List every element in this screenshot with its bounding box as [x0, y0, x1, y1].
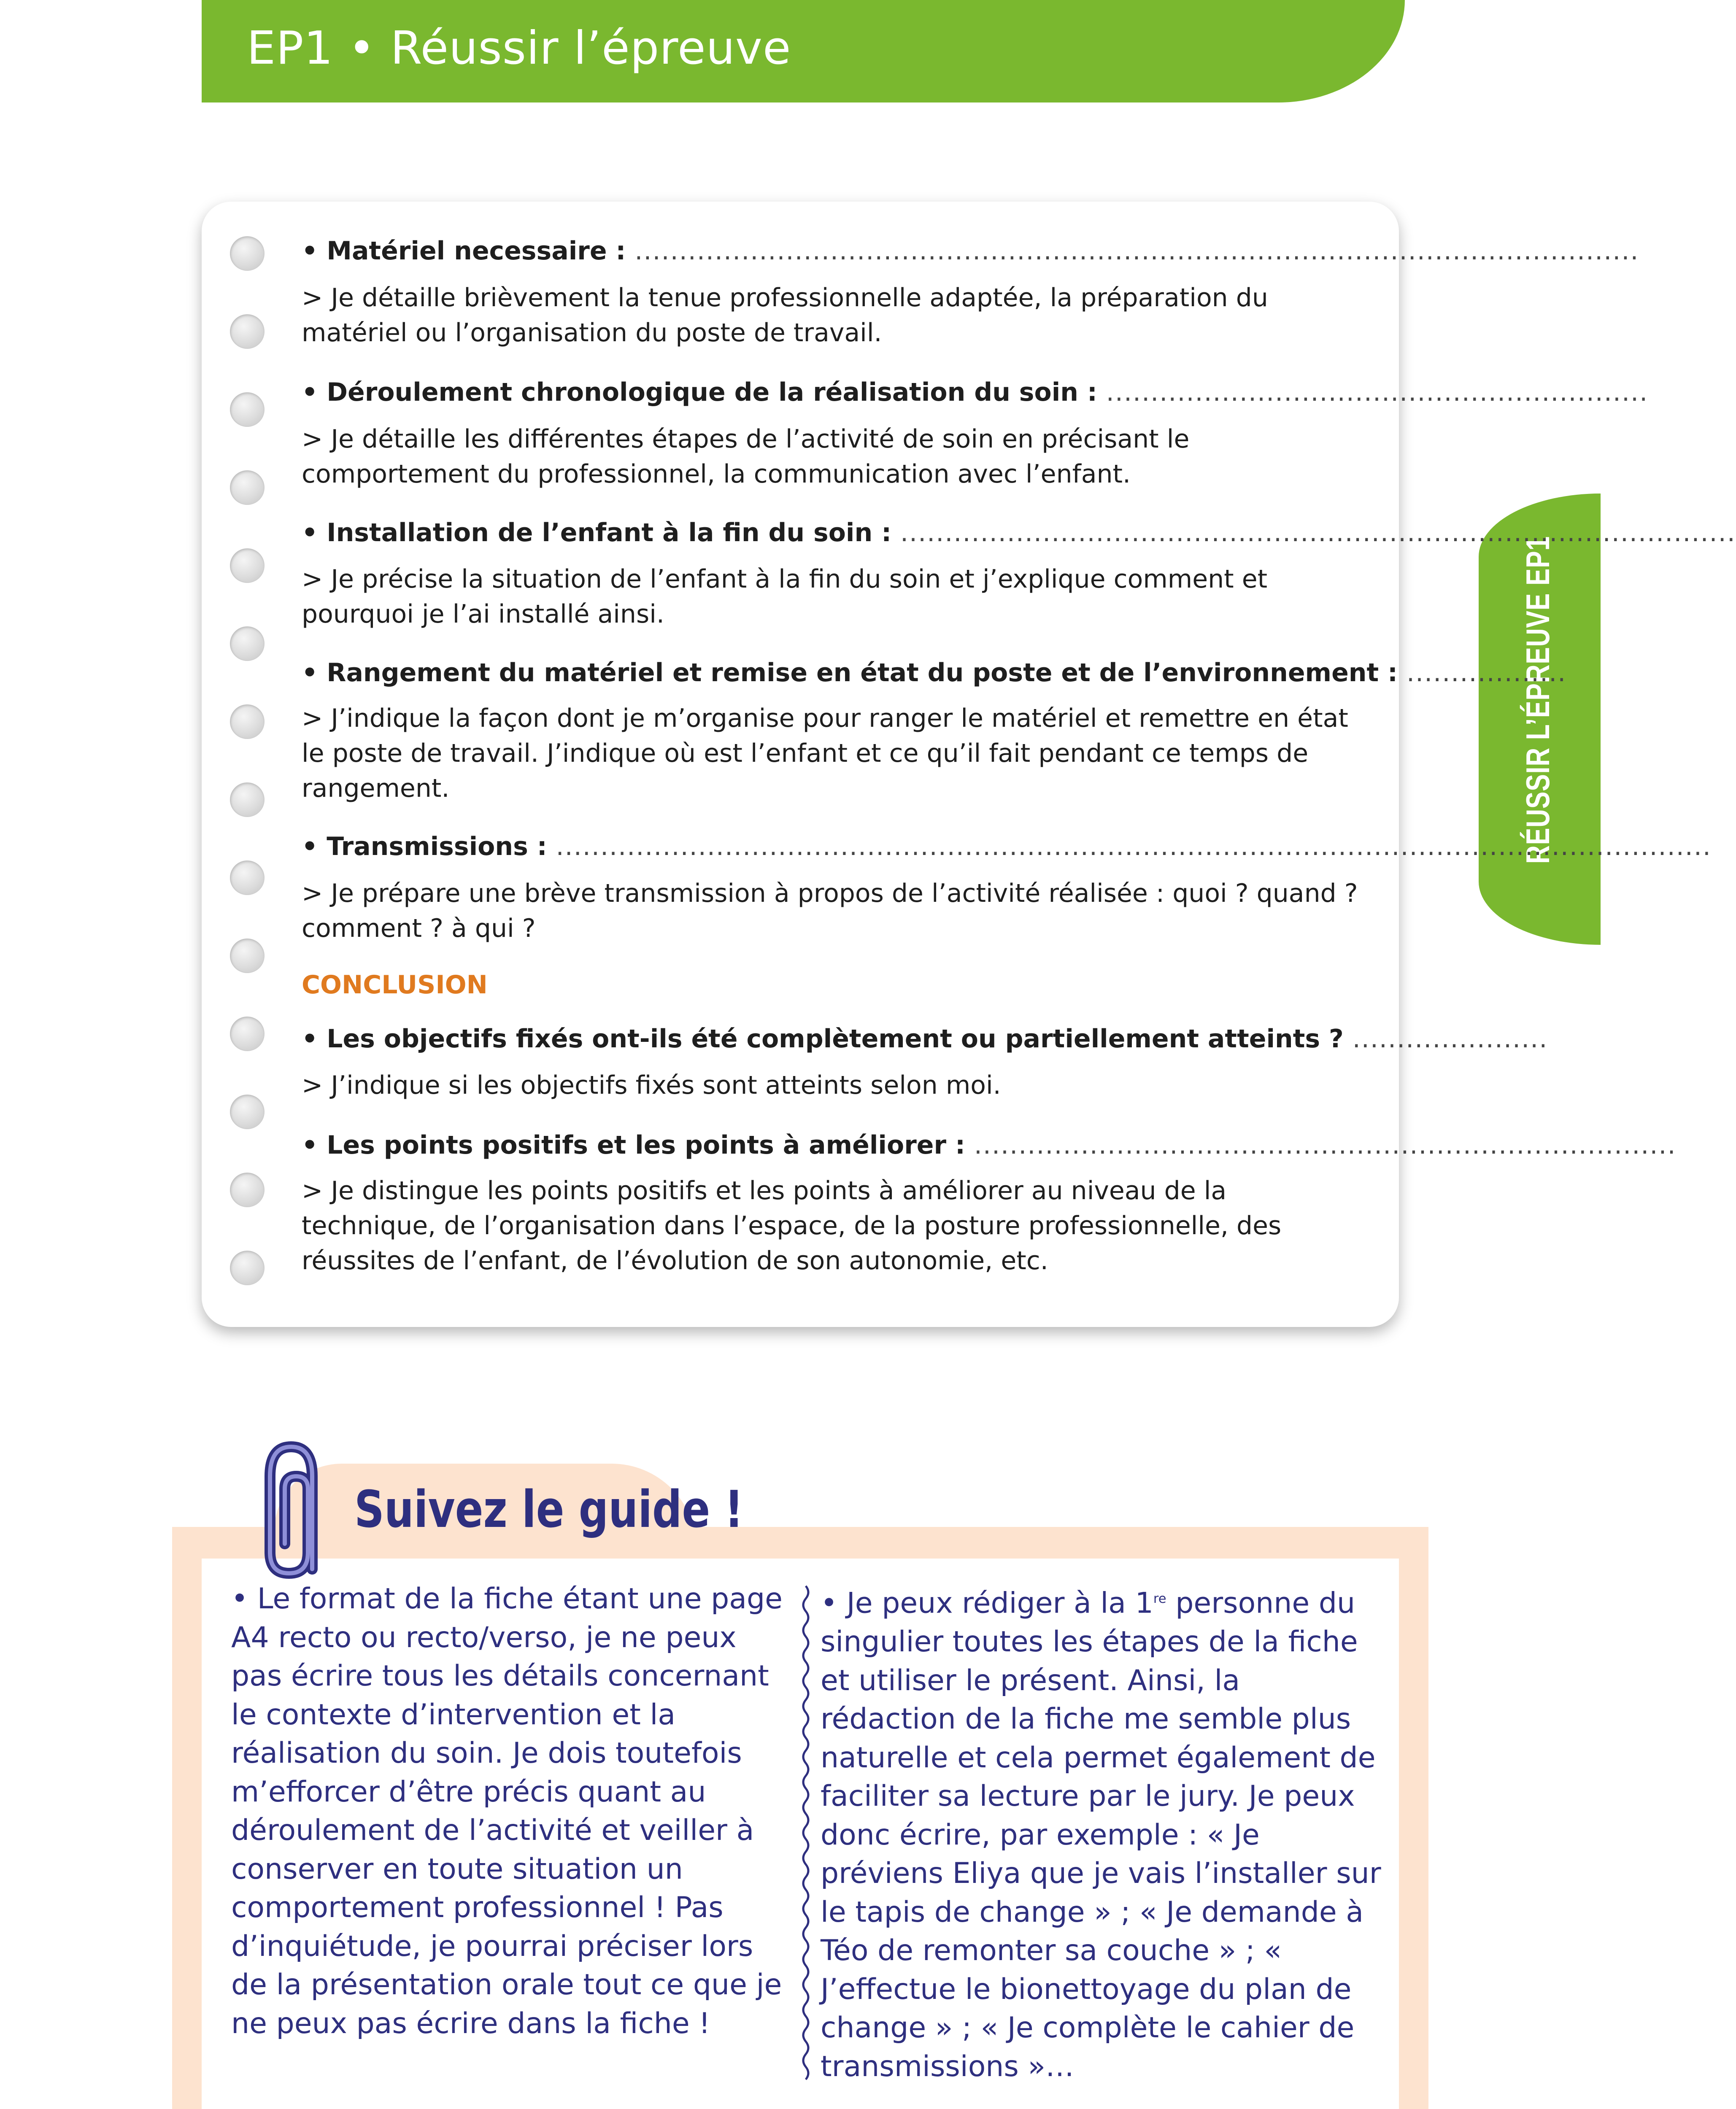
page-title: EP1 • Réussir l’épreuve: [247, 22, 791, 75]
item-body-installation: > Je précise la situation de l’enfant à la fin du soin et j’explique comment et pourquoi je l’ai installé ainsi.: [302, 564, 1268, 629]
item-heading-rangement: • Rangement du matériel et remise en état du poste et de l’environnement : ..................: [302, 658, 1567, 688]
item-heading-materiel: • Matériel necessaire : .................................................................................................................: [302, 236, 1639, 266]
guide-left-column: • Le format de la fiche étant une page A4 recto ou recto/verso, je ne peux pas écrire tous les détails concernant le contexte d’intervention et la réalisation du soin. Je dois toutefois m’efforcer d’être précis quant au déroulement de l’activité et veiller à conserver en toute situation un comportement professionnel ! Pas d’inquiétude, je pourrai préciser lors de la présentation orale tout ce que je ne peux pas écrire dans la fiche !: [231, 1582, 783, 2040]
paperclip-icon: [249, 1430, 346, 1582]
binder-hole: [230, 1017, 265, 1051]
binder-hole: [230, 860, 265, 895]
binder-hole: [230, 782, 265, 817]
binder-hole: [230, 236, 265, 271]
item-heading-transmissions: • Transmissions : ..................................................................................................................................: [302, 832, 1712, 861]
binder-hole: [230, 1173, 265, 1207]
guide-right-column: • Je peux rédiger à la 1re personne du singulier toutes les étapes de la fiche et utiliser le présent. Ainsi, la rédaction de la fiche me semble plus naturelle et cela permet également de faciliter sa lecture par le jury. Je peux donc écrire, par exemple : « Je préviens Eliya que je vais l’installer sur le tapis de change » ; « Je demande à Téo de remonter sa couche » ; « J’effectue le bionettoyage du plan de change » ; « Je complète le cahier de transmissions »…: [821, 1586, 1381, 2083]
binder-hole: [230, 548, 265, 583]
item-heading-deroulement: • Déroulement chronologique de la réalisation du soin : .............................................................: [302, 378, 1649, 407]
binder-hole: [230, 392, 265, 427]
item-body-transmissions: > Je prépare une brève transmission à propos de l’activité réalisée : quoi ? quand ? comment ? à qui ?: [302, 879, 1358, 943]
guide-title: Suivez le guide !: [354, 1481, 744, 1539]
wavy-divider: [799, 1586, 812, 2084]
item-body-deroulement: > Je détaille les différentes étapes de l’activité de soin en précisant le comportement du professionnel, la communication avec l’enfant.: [302, 424, 1190, 489]
conclusion-heading: CONCLUSION: [302, 970, 488, 1000]
binder-hole: [230, 939, 265, 973]
item-body-rangement: > J’indique la façon dont je m’organise pour ranger le matériel et remettre en état le poste de travail. J’indique où est l’enfant et ce qu’il fait pendant ce temps de rangement.: [302, 704, 1348, 803]
binder-hole: [230, 314, 265, 349]
item-body-points: > Je distingue les points positifs et les points à améliorer au niveau de la technique, de l’organisation dans l’espace, de la posture professionnelle, des réussites de l’enfant, de l’évolution de son autonomie, etc.: [302, 1176, 1282, 1276]
binder-hole: [230, 1251, 265, 1285]
item-body-materiel: > Je détaille brièvement la tenue professionnelle adaptée, la préparation du matériel ou l’organisation du poste de travail.: [302, 283, 1268, 348]
item-heading-objectifs: • Les objectifs fixés ont-ils été complètement ou partiellement atteints ? ......................: [302, 1024, 1548, 1054]
binder-hole: [230, 470, 265, 505]
side-tab-label: RÉUSSIR L’ÉPREUVE EP1: [1519, 536, 1556, 864]
item-heading-points: • Les points positifs et les points à améliorer : ...............................................................................: [302, 1130, 1677, 1160]
item-heading-installation: • Installation de l’enfant à la fin du soin : ..............................................................................................: [302, 518, 1736, 547]
binder-hole: [230, 704, 265, 739]
item-body-objectifs: > J’indique si les objectifs fixés sont atteints selon moi.: [302, 1071, 1001, 1100]
binder-hole: [230, 1095, 265, 1129]
binder-hole: [230, 626, 265, 661]
